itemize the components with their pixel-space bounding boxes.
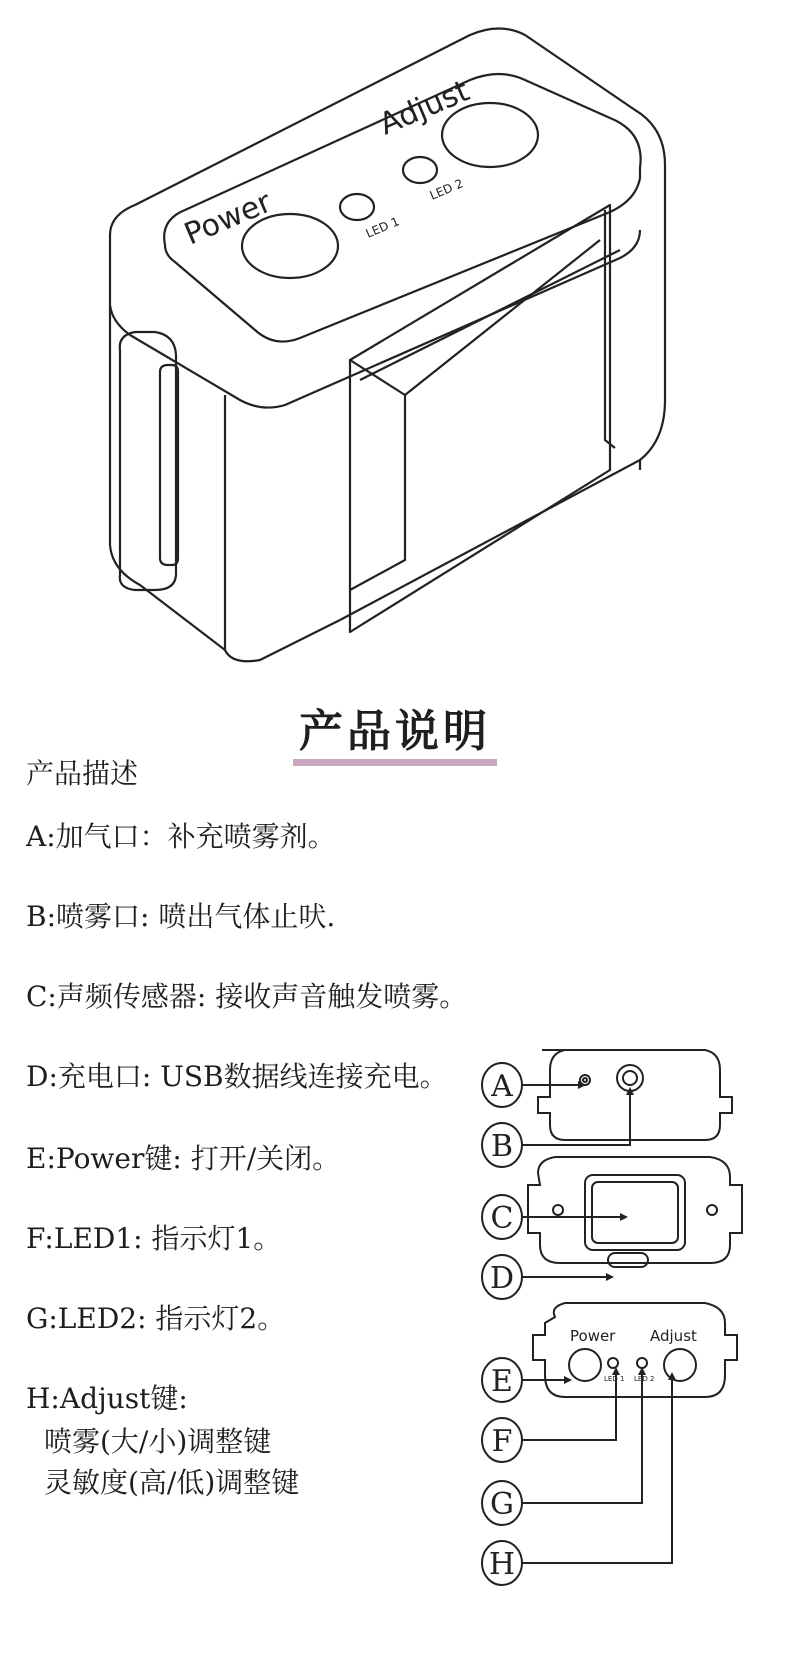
callout-e: E	[491, 1364, 513, 1399]
description-item-f: F:LED1: 指示灯1。	[26, 1222, 282, 1255]
description-item-b: B:喷雾口: 喷出气体止吠.	[26, 900, 336, 933]
callout-h: H	[488, 1547, 516, 1582]
description-item-a: A:加气口：补充喷雾剂。	[26, 820, 336, 853]
led1-label: LED 1	[363, 214, 402, 241]
description-item-h: H:Adjust键:	[26, 1382, 188, 1415]
description-item-d: D:充电口: USB数据线连接充电。	[26, 1060, 448, 1093]
callout-g: G	[490, 1487, 514, 1522]
product-illustration	[0, 0, 790, 690]
diagram-power-label: Power	[570, 1327, 616, 1345]
adjust-label: Adjust	[374, 73, 475, 143]
description-h-sub-1: 喷雾(大/小)调整键	[44, 1425, 272, 1458]
description-heading: 产品描述	[26, 757, 139, 790]
callout-d: D	[489, 1261, 515, 1296]
led2-label: LED 2	[427, 176, 466, 203]
power-label: Power	[179, 184, 277, 253]
callout-a: A	[491, 1069, 513, 1104]
description-item-c: C:声频传感器: 接收声音触发喷雾。	[26, 980, 468, 1013]
callout-diagram	[480, 1045, 780, 1665]
diagram-led1-label: LED 1	[604, 1375, 625, 1383]
description-item-g: G:LED2: 指示灯2。	[26, 1302, 286, 1335]
section-title: 产品说明	[293, 705, 497, 766]
callout-c: C	[490, 1201, 514, 1236]
description-item-e: E:Power键: 打开/关闭。	[26, 1142, 341, 1175]
description-h-sub-2: 灵敏度(高/低)调整键	[44, 1466, 300, 1499]
diagram-adjust-label: Adjust	[650, 1327, 697, 1345]
callout-f: F	[491, 1424, 513, 1459]
diagram-led2-label: LED 2	[634, 1375, 655, 1383]
callout-b: B	[490, 1129, 514, 1164]
